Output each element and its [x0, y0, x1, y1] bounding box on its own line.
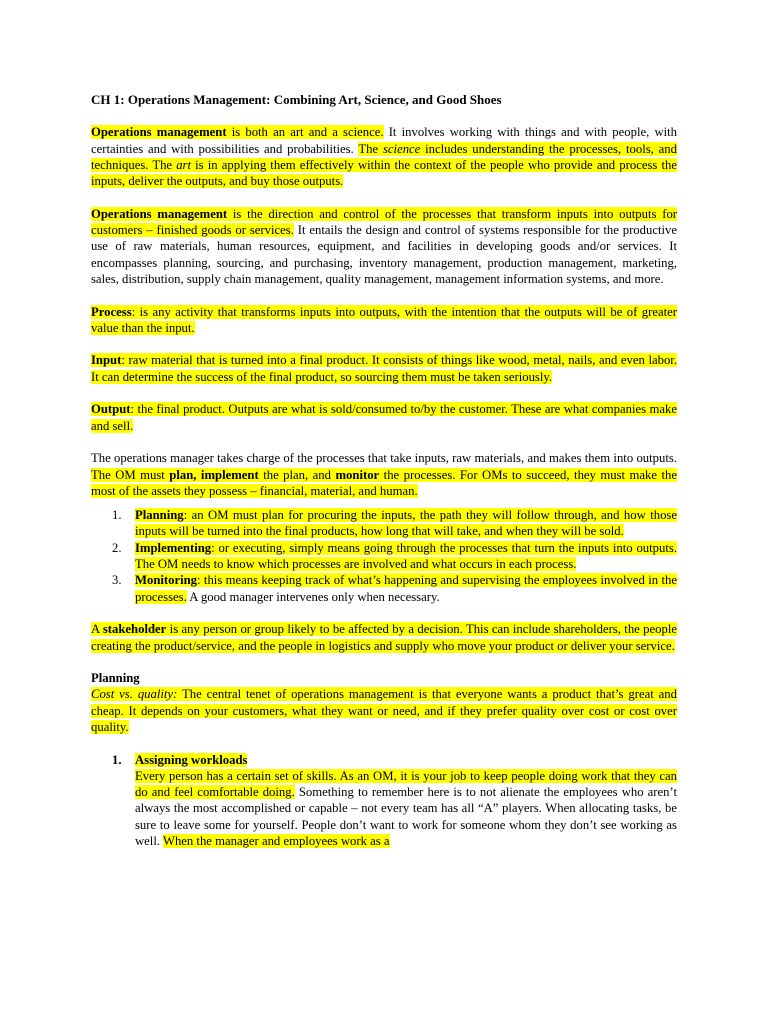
paragraph-input [91, 352, 677, 385]
term-operations-management: Operations management [91, 125, 227, 140]
list-item: 1. Planning: an OM must plan for procuring the inputs, the path they will follow through, and how those inputs will be turned into the final products, how long that will take, and when they will be sold. [112, 508, 677, 539]
paragraph-operations-manager: The operations manager takes charge of the processes that take inputs, raw materials, and makes them into outputs. The OM must plan, implement the plan, and monitor the processes. For OMs to succeed, they must make the most of the assets they possess – financial, material, and human. [91, 451, 677, 498]
highlight: Output: the final product. Outputs are what is sold/consumed to/by the customer. These are what companies make and sell. [91, 402, 677, 433]
highlight: Implementing: or executing, simply means going through the processes that turn the inputs into outputs. The OM needs to know which processes are involved and what occurs in each process. [135, 540, 677, 572]
list-item: 2. Implementing: or executing, simply means going through the processes that turn the inputs into outputs. The OM needs to know which processes are involved and what occurs in each process. [112, 540, 677, 572]
term-process: Process [91, 304, 132, 319]
list-item: 3. Monitoring: this means keeping track of what’s happening and supervising the employees involved in the processes. A good manager intervenes only when necessary. [112, 573, 677, 604]
paragraph-output [91, 401, 677, 434]
om-functions-list [91, 507, 677, 605]
highlight: Planning: an OM must plan for procuring the inputs, the path they will follow through, and how those inputs will be turned into the final products, how long that will take, and when they will be sold. [135, 508, 677, 539]
term-input: Input [91, 353, 122, 368]
section-heading-planning: Planning [91, 671, 140, 686]
paragraph-om-art-science: Operations management is both an art and a science. It involves working with things and with people, with certainties and with possibilities and probabilities. The science includes understanding the processes, tools, and techniques. The art is in applying them effectively within the context of the people who provide and process the inputs, deliver the outputs, and buy those outputs. [91, 125, 678, 189]
paragraph-om-definition: Operations management is the direction and control of the processes that transform inputs into outputs for customers – finished goods or services. It entails the design and control of systems responsible for the productive use of raw materials, human resources, equipment, and facilities in developing goods and/or services. It encompasses planning, sourcing, and purchasing, inventory management, production management, marketing, sales, distribution, supply chain management, quality management, management information systems, and more. [91, 206, 678, 286]
document-title: CH 1: Operations Management: Combining Art, Science, and Good Shoes [91, 92, 502, 107]
highlight: A stakeholder is any person or group likely to be affected by a decision. This can include shareholders, the people creating the product/service, and the people in logistics and supply who move your product or deliver your service. [91, 622, 677, 653]
planning-list [91, 752, 677, 850]
highlight: Process: is any activity that transforms inputs into outputs, with the intention that the outputs will be of greater value than the input. [91, 304, 677, 335]
highlight: The OM must plan, implement the plan, and monitor the processes. For OMs to succeed, they must make the most of the assets they possess – financial, material, and human. [91, 467, 677, 498]
highlight: Operations management is both an art and a science. [91, 125, 384, 140]
highlight: Input: raw material that is turned into a final product. It consists of things like wood, metal, nails, and even labor. It can determine the success of the final product, so sourcing them must be taken seriously. [91, 353, 677, 384]
subheading-assigning-workloads: Assigning workloads [135, 752, 248, 767]
highlight: When the manager and employees work as a [162, 834, 390, 849]
highlight: Every person has a certain set of skills. As an OM, it is your job to keep people doing work that they can do and feel comfortable doing. [135, 768, 677, 800]
paragraph-process [91, 304, 677, 337]
paragraph-stakeholder [91, 621, 677, 654]
term-output: Output [91, 402, 131, 417]
term-operations-management: Operations management [91, 206, 228, 221]
paragraph-cost-vs-quality [91, 686, 677, 735]
highlight: Cost vs. quality: The central tenet of operations management is that everyone wants a product that’s great and cheap. It depends on your customers, what they want or need, and if they prefer quality over cost or cost over quality. [91, 687, 677, 734]
highlight: Monitoring: this means keeping track of what’s happening and supervising the employees involved in the processes. [135, 573, 677, 604]
document-content [91, 92, 677, 849]
list-item: 1. Assigning workloads Every person has a certain set of skills. As an OM, it is your job to keep people doing work that they can do and feel comfortable doing. Something to remember here is to not alienate the employees who aren’t always the most accomplished or capable – not every team has all “A” players. When allocating tasks, be sure to leave some for yourself. People don’t want to work for someone whom they don’t see working as well. When the manager and employees work as a [112, 752, 677, 849]
highlight: The science includes understanding the processes, tools, and techniques. The art is in applying them effectively within the context of the people who provide and process the inputs, deliver the outputs, and buy those outputs. [91, 141, 677, 189]
highlight: Operations management is the direction and control of the processes that transform inputs into outputs for customers – finished goods or services. [91, 206, 678, 238]
